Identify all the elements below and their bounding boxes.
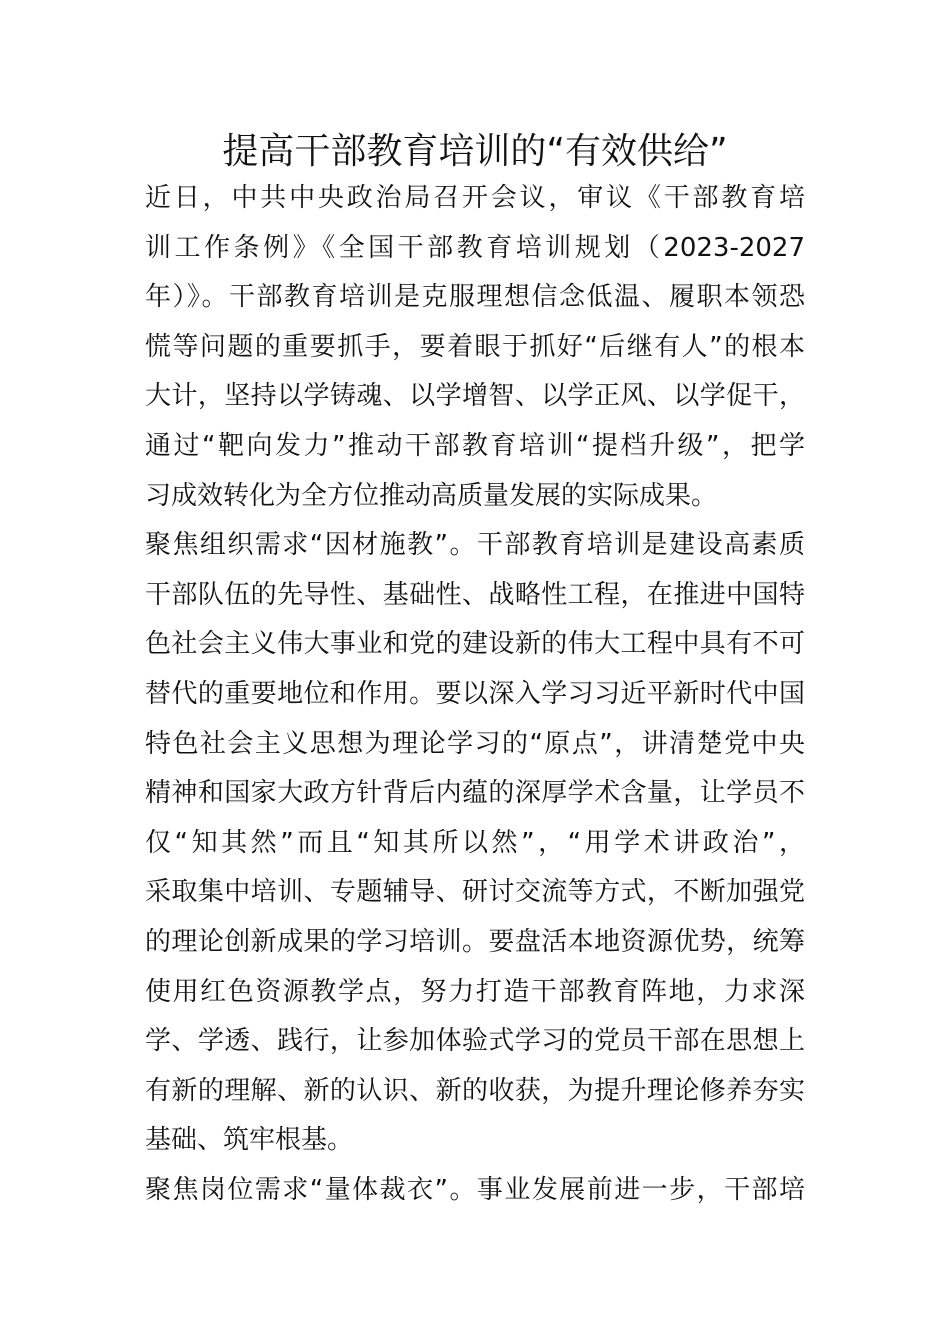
paragraph-2-line-3: 色社会主义伟大事业和党的建设新的伟大工程中具有不可 [145,629,805,660]
paragraph-3-line-1: 聚焦岗位需求“量体裁衣”。事业发展前进一步，干部培 [145,1174,805,1205]
paragraph-2-line-4: 替代的重要地位和作用。要以深入学习习近平新时代中国 [145,678,805,709]
paragraph-2-line-12: 有新的理解、新的认识、新的收获，为提升理论修养夯实 [145,1075,805,1106]
paragraph-1-line-5: 大计，坚持以学铸魂、以学增智、以学正风、以学促干， [145,381,805,412]
paragraph-1-line-6: 通过“靶向发力”推动干部教育培训“提档升级”，把学 [145,430,805,461]
document-body [145,174,805,1215]
paragraph-2-line-11: 学、学透、践行，让参加体验式学习的党员干部在思想上 [145,1026,805,1057]
paragraph-2-line-6: 精神和国家大政方针背后内蕴的深厚学术含量，让学员不 [145,778,805,809]
paragraph-1-line-1: 近日，中共中央政治局召开会议，审议《干部教育培 [145,183,805,213]
paragraph-2-line-1: 聚焦组织需求“因材施教”。干部教育培训是建设高素质 [145,530,805,561]
paragraph-2-line-2: 干部队伍的先导性、基础性、战略性工程，在推进中国特 [145,579,805,610]
paragraph-2-line-7: 仅“知其然”而且“知其所以然”，“用学术讲政治”， [145,827,805,858]
paragraph-2-line-9: 的理论创新成果的学习培训。要盘活本地资源优势，统筹 [145,926,805,957]
paragraph-1-line-4: 慌等问题的重要抓手，要着眼于抓好“后继有人”的根本 [145,331,805,362]
paragraph-1-line-7: 习成效转化为全方位推动高质量发展的实际成果。 [145,480,718,511]
paragraph-2-line-13: 基础、筑牢根基。 [145,1125,354,1156]
paragraph-2-line-5: 特色社会主义思想为理论学习的“原点”，讲清楚党中央 [145,728,805,759]
paragraph-2-line-8: 采取集中培训、专题辅导、研讨交流等方式，不断加强党 [145,877,805,908]
paragraph-1-line-3: 年）》。干部教育培训是克服理想信念低温、履职本领恐 [145,282,805,313]
paragraph-1-line-2: 训工作条例》《全国干部教育培训规划（2023-2027 [145,232,805,263]
paragraph-2-line-10: 使用红色资源教学点，努力打造干部教育阵地，力求深 [145,976,805,1007]
document-title: 提高干部教育培训的“有效供给” [222,131,728,172]
